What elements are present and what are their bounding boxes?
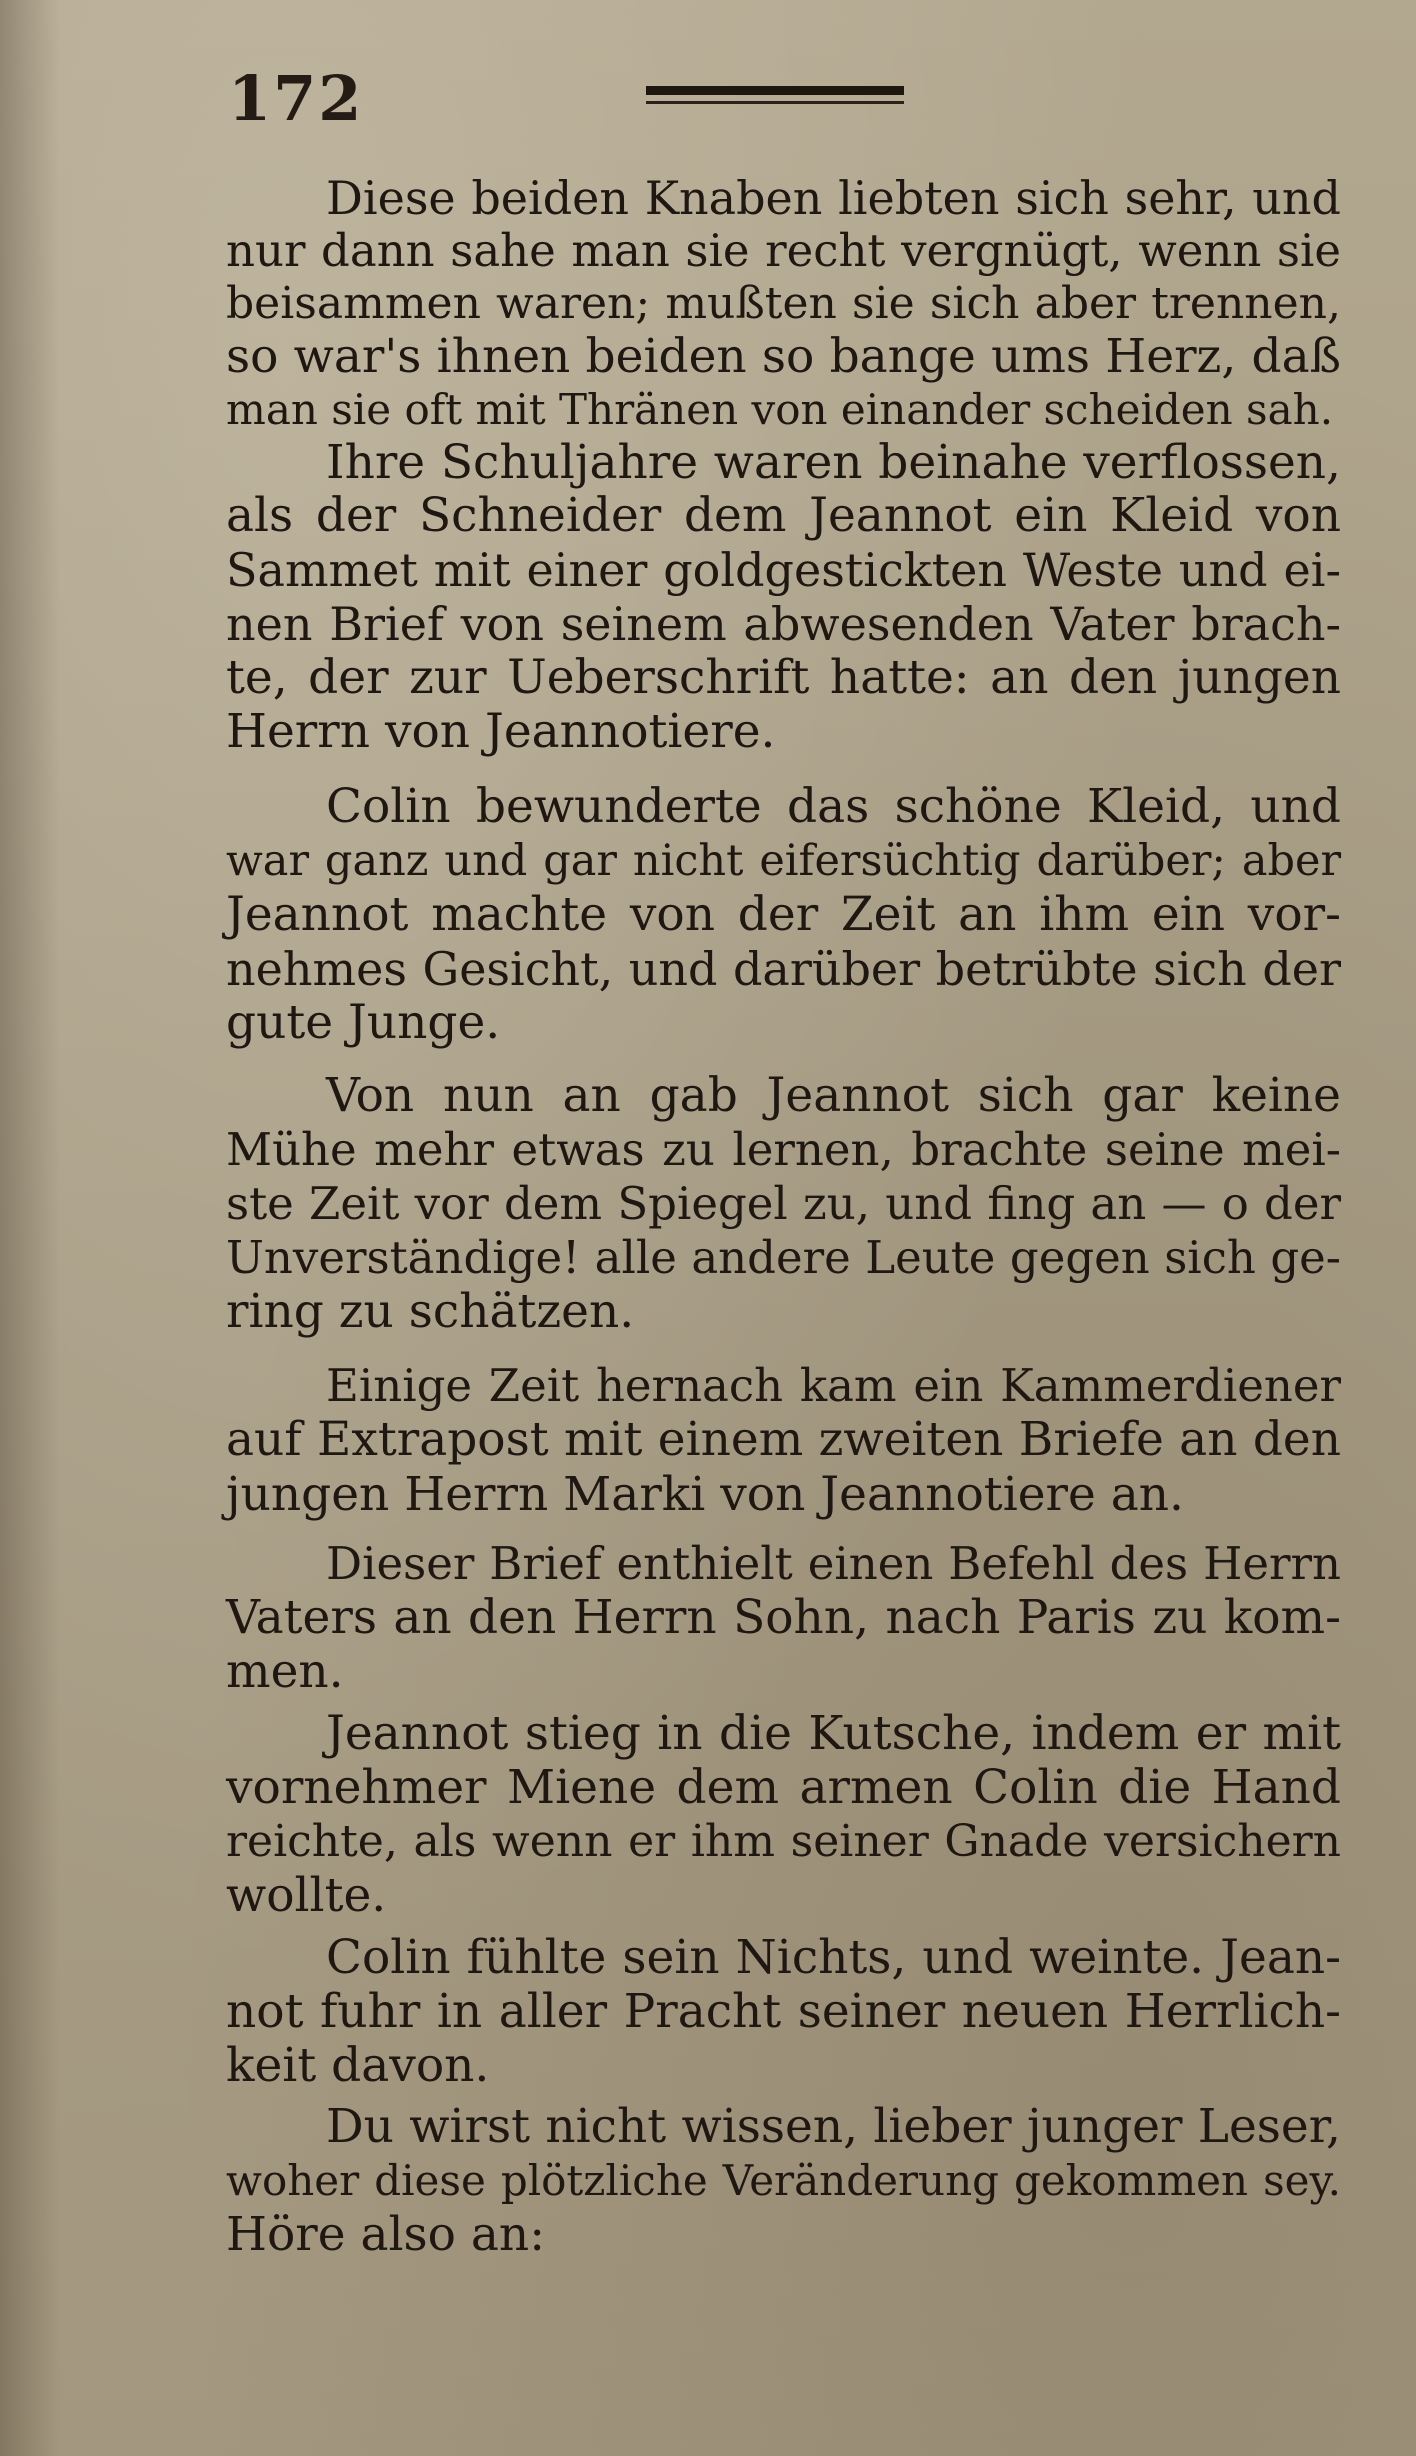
text-line: so war's ihnen beiden so bange ums Herz, daß (226, 329, 1341, 384)
text-line: jungen Herrn Marki von Jeannotiere an. (226, 1467, 1184, 1522)
text-line: nen Brief von seinem abwesenden Vater brach- (226, 597, 1341, 651)
text-line: Einige Zeit hernach kam ein Kammerdiener (326, 1359, 1341, 1412)
text-line: te, der zur Ueberschrift hatte: an den jungen (226, 650, 1341, 705)
text-line: woher diese plötzliche Veränderung gekommen sey. (226, 2156, 1341, 2205)
text-line: men. (226, 1644, 344, 1699)
text-line: Diese beiden Knaben liebten sich sehr, und (326, 171, 1341, 225)
text-line: Jeannot machte von der Zeit an ihm ein vor- (226, 887, 1341, 942)
text-line: gute Junge. (226, 995, 501, 1050)
text-line: vornehmer Miene dem armen Colin die Hand (226, 1760, 1341, 1815)
text-line: ring zu schätzen. (226, 1284, 635, 1339)
text-line: Du wirst nicht wissen, lieber junger Leser, (326, 2099, 1341, 2154)
text-line: Dieser Brief enthielt einen Befehl des Herrn (326, 1537, 1341, 1590)
text-line: Höre also an: (226, 2207, 546, 2262)
text-line: nehmes Gesicht, und darüber betrübte sich der (226, 942, 1341, 996)
text-line: Unverständige! alle andere Leute gegen sich ge- (226, 1231, 1341, 1284)
text-line: Sammet mit einer goldgestickten Weste und ei- (226, 543, 1341, 597)
text-line: Mühe mehr etwas zu lernen, brachte seine mei- (226, 1123, 1341, 1176)
text-line: Von nun an gab Jeannot sich gar keine (326, 1068, 1341, 1123)
text-line: Colin fühlte sein Nichts, und weinte. Jean- (326, 1930, 1341, 1985)
text-line: als der Schneider dem Jeannot ein Kleid von (226, 488, 1341, 543)
text-line: Vaters an den Herrn Sohn, nach Paris zu kom- (226, 1590, 1341, 1645)
text-line: man sie oft mit Thränen von einander scheiden sah. (226, 385, 1334, 434)
text-line: Colin bewunderte das schöne Kleid, und (326, 779, 1341, 834)
text-line: beisammen waren; mußten sie sich aber trennen, (226, 278, 1341, 329)
text-line: ste Zeit vor dem Spiegel zu, und fing an — o der (226, 1177, 1341, 1230)
text-line: wollte. (226, 1868, 387, 1923)
text-line: Jeannot stieg in die Kutsche, indem er mit (326, 1706, 1341, 1761)
text-line: Herrn von Jeannotiere. (226, 704, 776, 759)
text-line: auf Extrapost mit einem zweiten Briefe an den (226, 1412, 1341, 1467)
page-number: 172 (228, 62, 364, 135)
text-line: reichte, als wenn er ihm seiner Gnade versichern (226, 1816, 1341, 1867)
text-line: war ganz und gar nicht eifersüchtig darüber; aber (226, 836, 1341, 886)
text-line: Ihre Schuljahre waren beinahe verflossen, (326, 435, 1341, 490)
text-line: nur dann sahe man sie recht vergnügt, wenn sie (226, 224, 1341, 277)
text-line: keit davon. (226, 2038, 490, 2093)
text-line: not fuhr in aller Pracht seiner neuen Herrlich- (226, 1984, 1341, 2039)
